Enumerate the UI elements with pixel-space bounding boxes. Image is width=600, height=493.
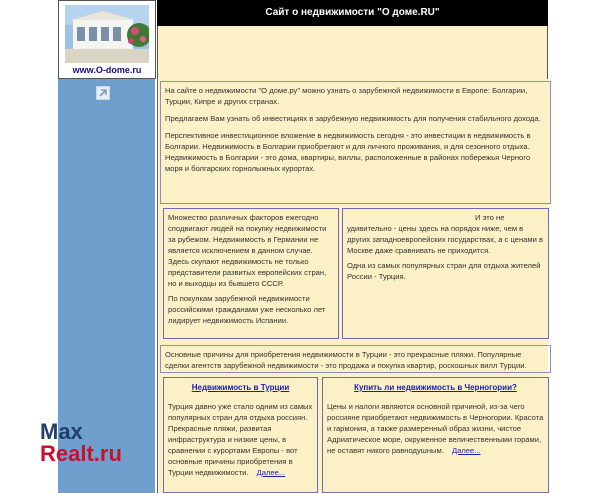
intro-paragraph: Предлагаем Вам узнать об инвестициях в зарубежную недвижимость для получения стабильного дохода. [165,114,541,123]
site-title-bar: Сайт о недвижимости "О доме.RU" [157,0,548,26]
germany-spain-section [163,208,339,339]
intro-section [160,81,551,204]
montenegro-property-card [322,377,549,493]
header-banner-area [157,26,548,79]
main-content [157,79,548,493]
card-text: Турция давно уже стало одним из самых популярных стран для отдыха россиян. Прекрасные пляжи, развитая инфраструктура и низкие цены, в сравнении с курортами Европы - вот основные причины приобретения в Турции недвижимости. [168,402,313,477]
watermark-logo [40,421,122,465]
site-logo[interactable] [58,0,156,79]
logo-house-photo [65,5,149,63]
card-title-link[interactable]: Недвижимость в Турции [191,383,290,392]
turkey-reasons-section: Основные причины для приобретения недвижимости в Турции - это прекрасные пляжи. Популярные сделки агентств зарубежной недвижимости - это продажа и покупка квартир, роскошных вилл Турции. [160,345,551,373]
more-link[interactable]: Далее... [256,468,286,477]
card-title-link[interactable]: Купить ли недвижимость в Черногории? [354,383,517,392]
house-photo-image [65,5,149,63]
logo-url-text[interactable]: www.O-dome.ru [72,65,142,75]
more-link[interactable]: Далее... [451,446,481,455]
card-text: Цены и налоги являются основной причиной, из-за чего россияне приобретают недвижимость в Черногории. Красота и гармония, а также размеренный образ жизни, чистое Адриатическое море, окруженное величественными горами, не оставят никого равнодушным. [327,402,544,455]
arrow-link-icon[interactable] [96,86,110,100]
prices-section [342,208,549,339]
intro-paragraph: Перспективное инвестиционное вложение в недвижимость сегодня - это инвестиции в недвижимость в Болгарии. Недвижимость в Болгарии приобретают и для личного проживания, и для сезонного отдыха. Недвижимость в Болгарии - это дома, квартиры, виллы, расположенные в районах побережья Черного моря и болгарских горнолыжных курортах. [165,131,531,173]
section-paragraph: Множество различных факторов ежегодно сподвигают людей на покупку недвижимости за рубежом. Недвижимость в Германии не является исключением в данном случае. Здесь скупают недвижимость не только представители развитых европейских стран, но и выходцы из бывшего СССР. [168,213,327,288]
watermark-line1: Max [40,419,83,444]
section-paragraph: По покупкам зарубежной недвижимости российскими гражданами уже несколько лет лидирует недвижимость Испании. [168,294,326,325]
turkey-property-card [163,377,318,493]
watermark-line2: Realt.ru [40,441,122,466]
section-paragraph: Одна из самых популярных стран для отдыха жителей России - Турция. [347,261,541,281]
section-paragraph: И это не удивительно - цены здесь на порядок ниже, чем в других западноевропейских государствах, а с ценами в Москве даже сравнивать не приходится. [347,213,543,255]
intro-paragraph: На сайте о недвижимости "О доме.ру" можно узнать о зарубежной недвижимости в Европе: Болгарии, Турции, Кипре и других странах. [165,86,528,106]
